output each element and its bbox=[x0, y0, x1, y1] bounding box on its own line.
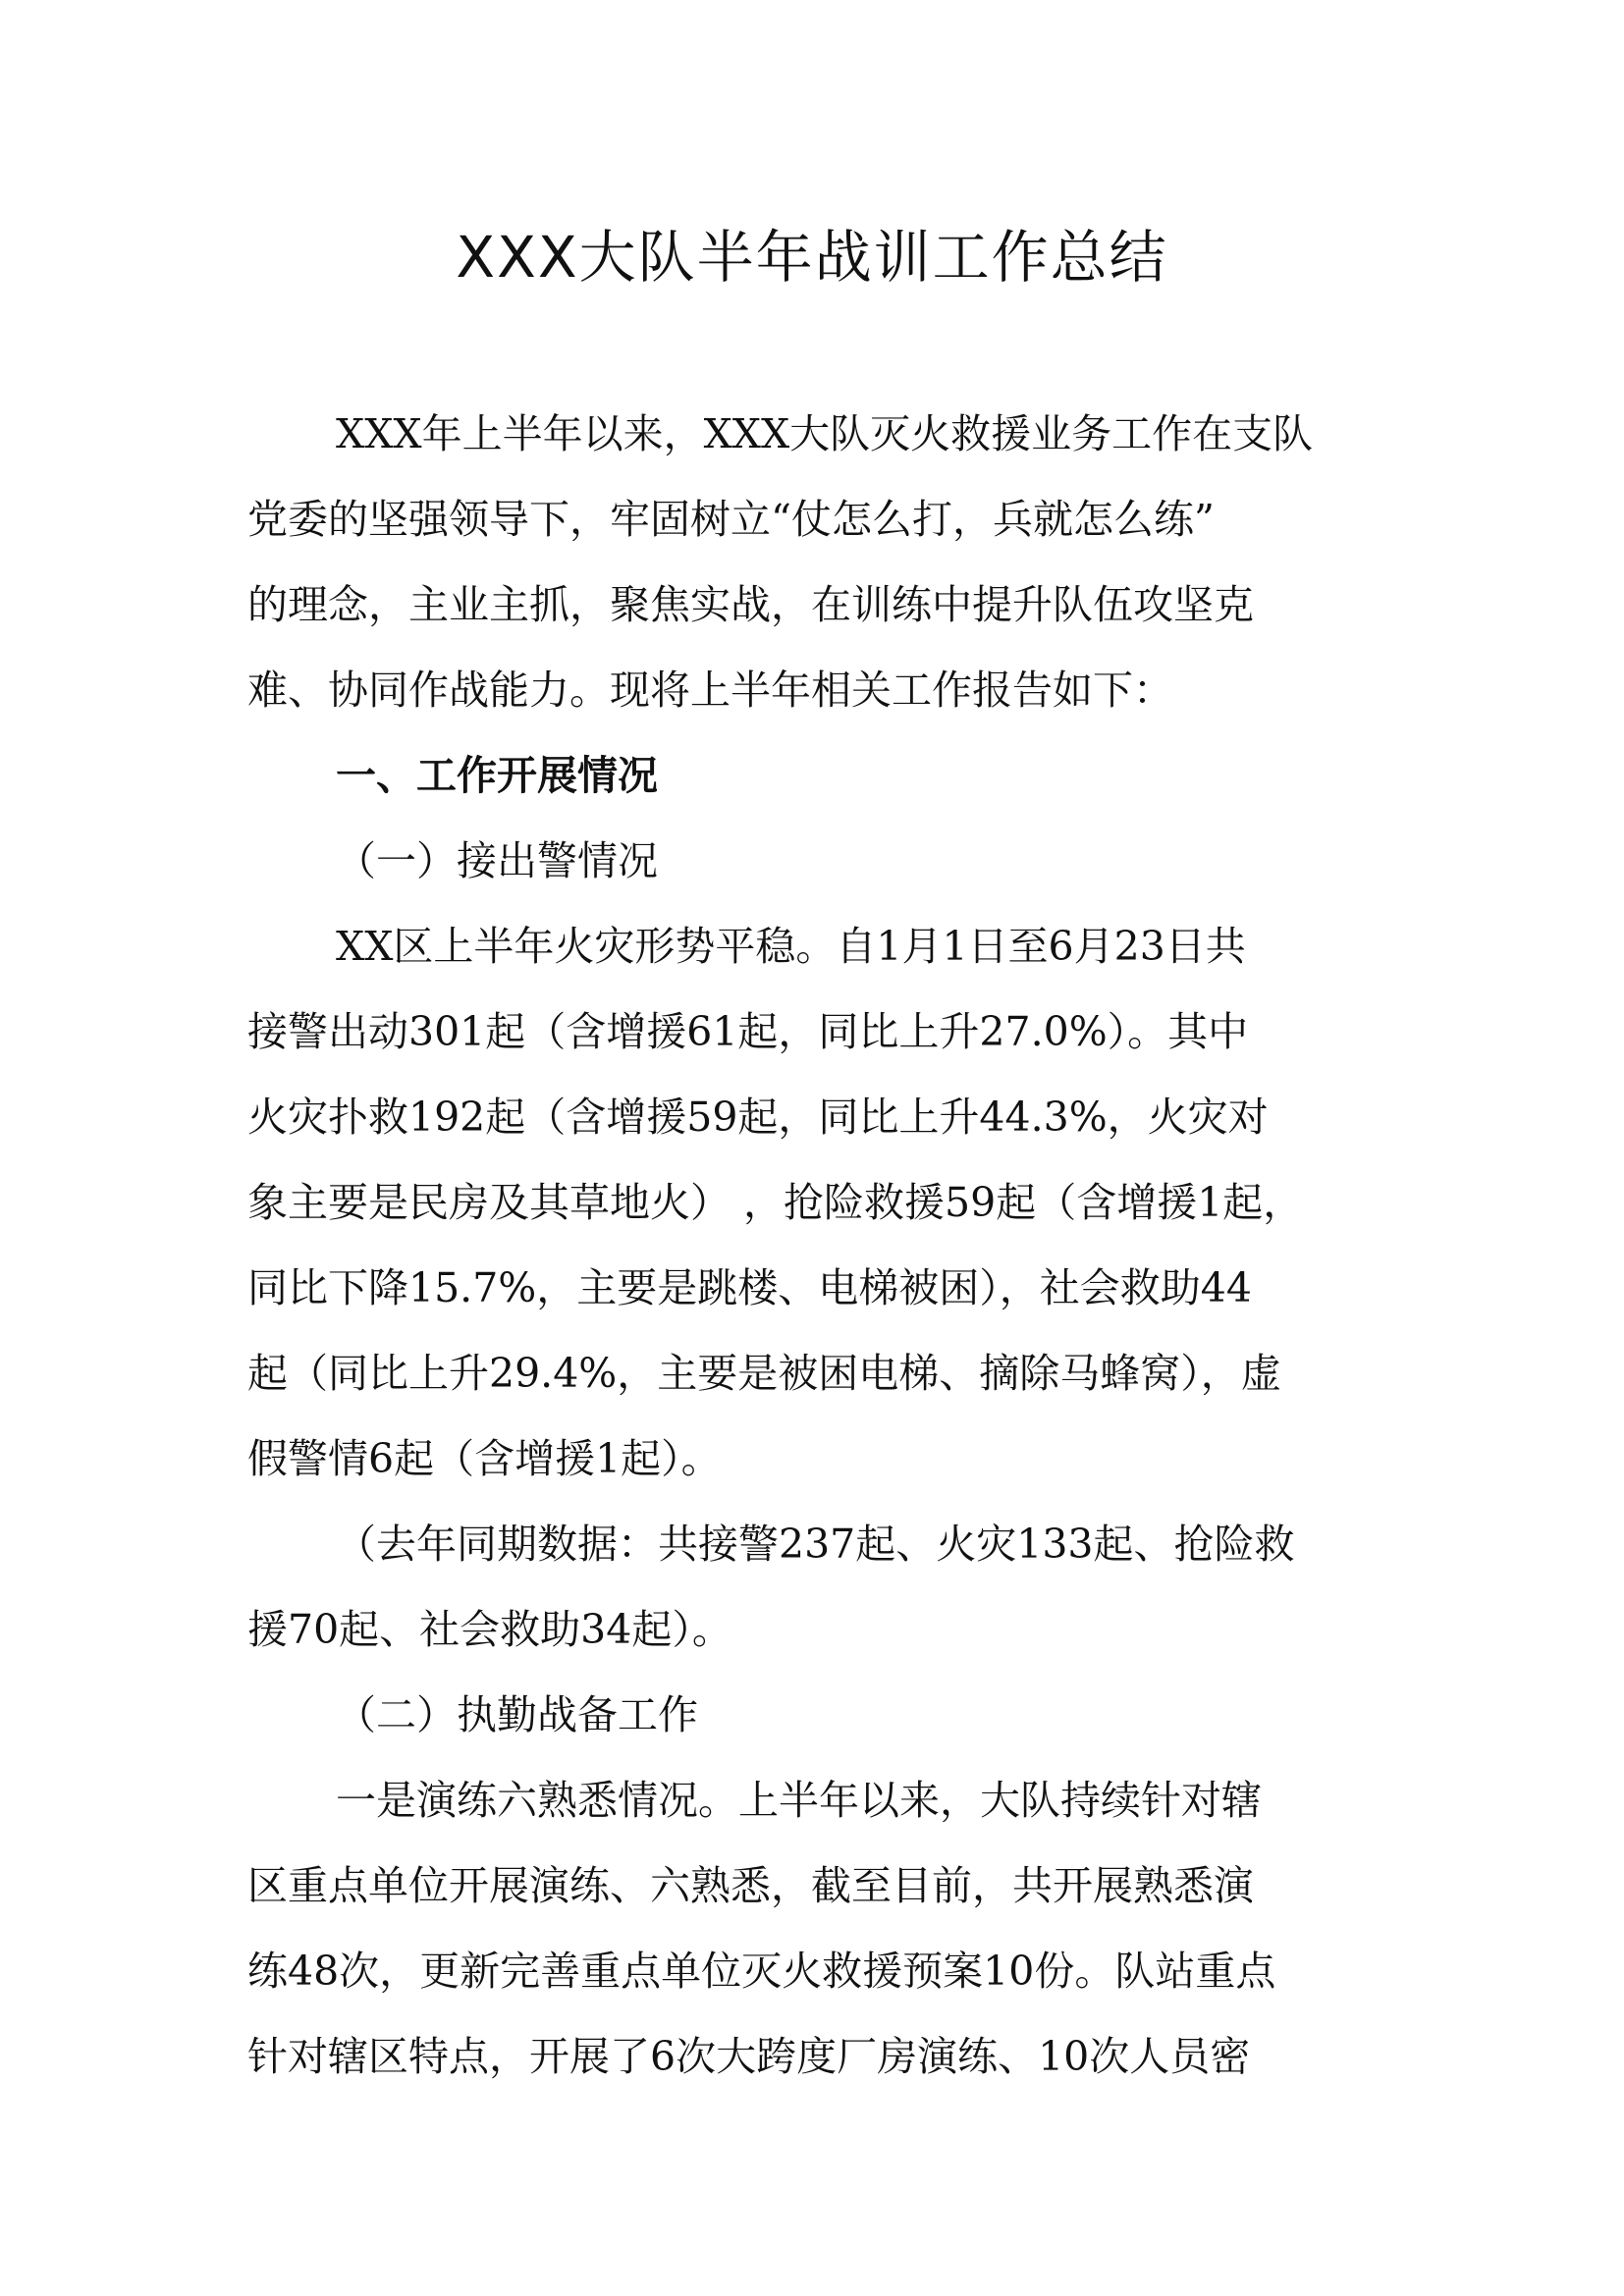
subsection-heading: （二）执勤战备工作 bbox=[336, 1691, 698, 1738]
document-title: XXX大队半年战训工作总结 bbox=[456, 224, 1168, 291]
paragraph-line: 的理念，主业主抓，聚焦实战，在训练中提升队伍攻坚克 bbox=[247, 581, 1254, 628]
paragraph-line: （去年同期数据：共接警237起、火灾133起、抢险救 bbox=[336, 1521, 1295, 1568]
paragraph-line: XXX年上半年以来，XXX大队灭火救援业务工作在支队 bbox=[336, 410, 1314, 457]
paragraph-line: XX区上半年火灾形势平稳。自1月1日至6月23日共 bbox=[336, 923, 1246, 970]
paragraph-line: 起（同比上升29.4%，主要是被困电梯、摘除马蜂窝），虚 bbox=[247, 1350, 1281, 1397]
paragraph-line: 区重点单位开展演练、六熟悉，截至目前，共开展熟悉演 bbox=[247, 1862, 1254, 1909]
subsection-heading: （一）接出警情况 bbox=[336, 837, 658, 884]
paragraph-line: 一是演练六熟悉情况。上半年以来，大队持续针对辖 bbox=[336, 1777, 1262, 1824]
paragraph-line: 针对辖区特点，开展了6次大跨度厂房演练、10次人员密 bbox=[247, 2033, 1251, 2080]
paragraph-line: 火灾扑救192起（含增援59起，同比上升44.3%，火灾对 bbox=[247, 1094, 1269, 1141]
paragraph-line: 同比下降15.7%，主要是跳楼、电梯被困），社会救助44 bbox=[247, 1264, 1252, 1311]
paragraph-line: 象主要是民房及其草地火） ，抢险救援59起（含增援1起， bbox=[247, 1179, 1304, 1226]
paragraph-line: 党委的坚强领导下，牢固树立“仗怎么打，兵就怎么练” bbox=[247, 496, 1215, 543]
paragraph-line: 假警情6起（含增援1起）。 bbox=[247, 1435, 722, 1482]
section-heading: 一、工作开展情况 bbox=[336, 752, 658, 799]
paragraph-line: 接警出动301起（含增援61起，同比上升27.0%）。其中 bbox=[247, 1008, 1249, 1055]
paragraph-line: 援70起、社会救助34起）。 bbox=[247, 1606, 732, 1653]
paragraph-line: 难、协同作战能力。现将上半年相关工作报告如下： bbox=[247, 667, 1173, 714]
paragraph-line: 练48次，更新完善重点单位灭火救援预案10份。队站重点 bbox=[247, 1948, 1276, 1995]
